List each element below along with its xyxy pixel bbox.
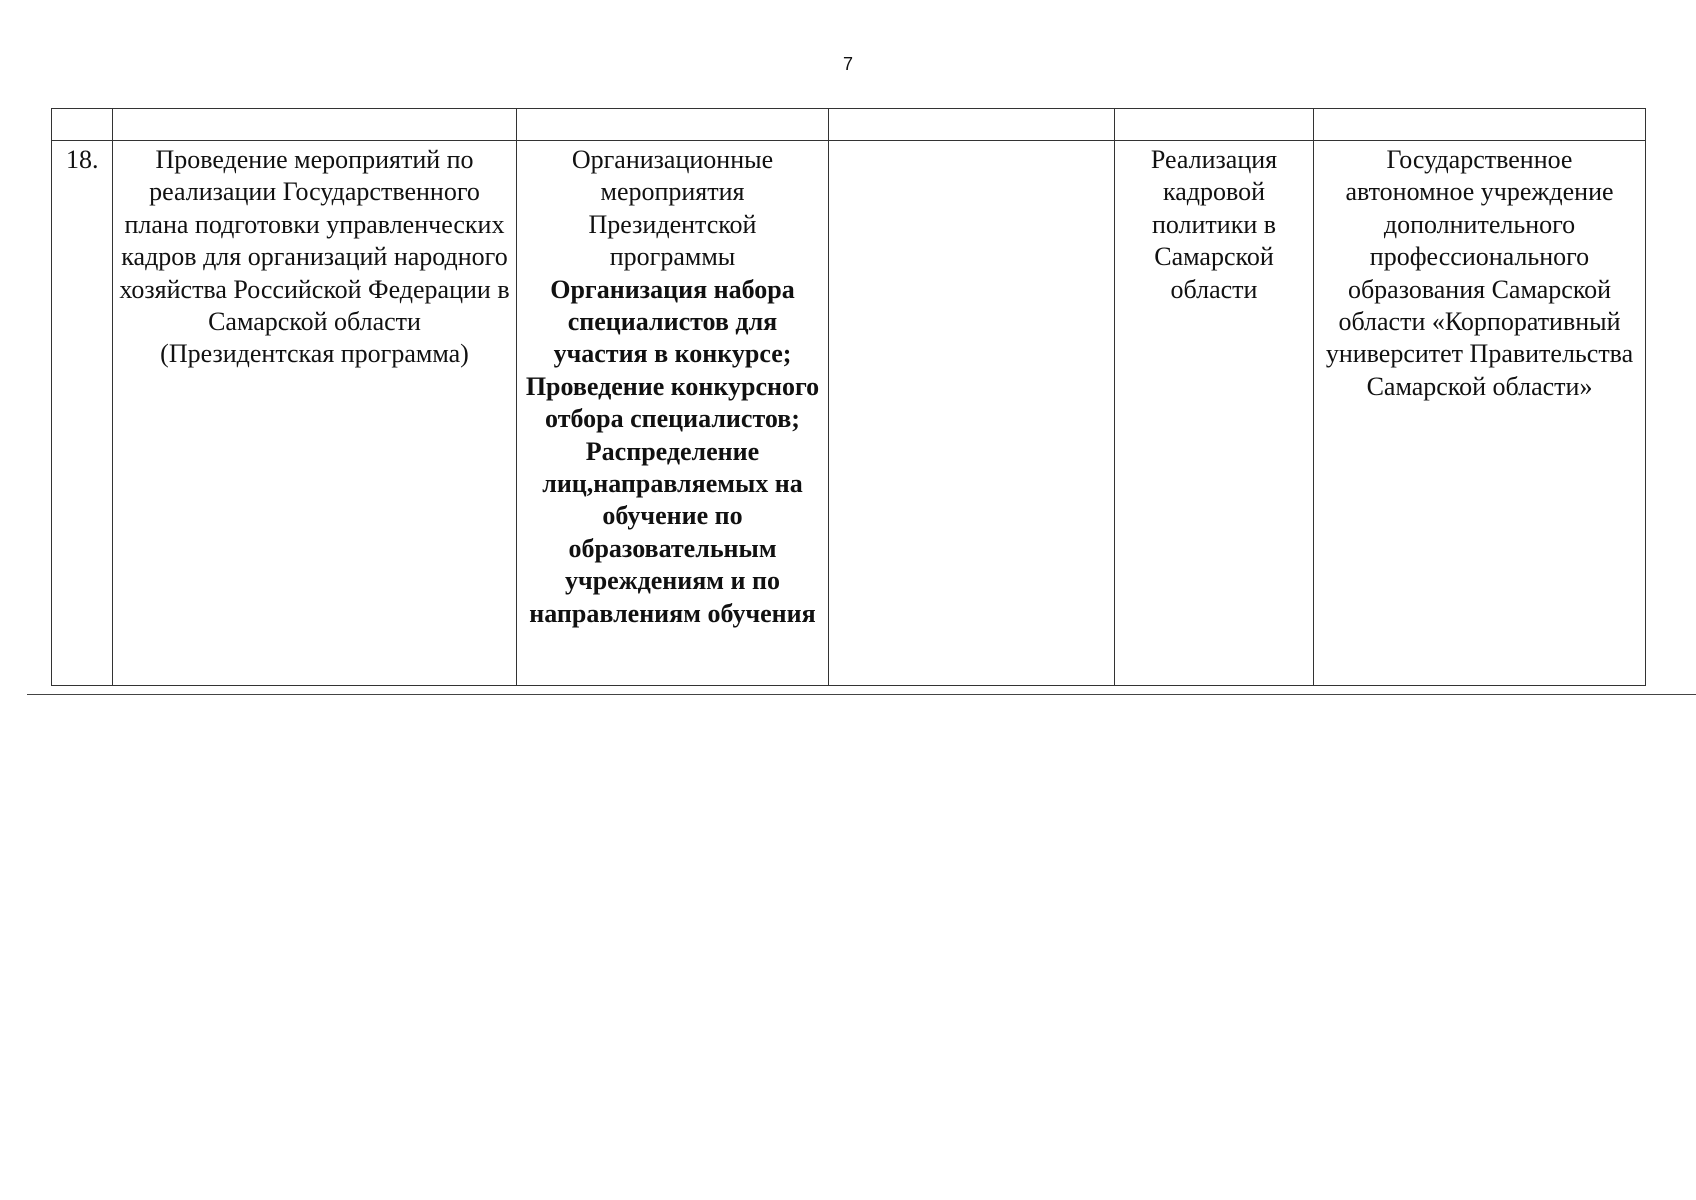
executor-cell <box>1314 141 1646 686</box>
plan-table <box>51 108 1646 686</box>
header-cell <box>829 109 1115 141</box>
event-cell <box>113 141 517 686</box>
empty-text <box>829 141 1114 144</box>
executor-text: Государственное автономное учреждение дополнительного профессионального образования Самарской области «Корпоративный университет Правительства Самарской области» <box>1325 145 1634 401</box>
row-number-cell <box>52 141 113 686</box>
goal-cell <box>1115 141 1314 686</box>
table-header-row <box>52 109 1646 141</box>
header-cell <box>1115 109 1314 141</box>
header-cell <box>1314 109 1646 141</box>
header-cell <box>113 109 517 141</box>
measures-cell <box>517 141 829 686</box>
event-text: Проведение мероприятий по реализации Государственного плана подготовки управленческих кадров для организаций народного хозяйства Российской Федерации в Самарской области (Президентская программа) <box>119 145 510 369</box>
page-number: 7 <box>842 54 853 74</box>
measures-details: Организация набора специалистов для участия в конкурсе; Проведение конкурсного отбора специалистов; Распределение лиц,направляемых на обучение по образовательным учреждениям и по направлениям обучения <box>525 274 820 628</box>
header-cell <box>517 109 829 141</box>
bottom-rule <box>27 694 1696 695</box>
empty-cell <box>829 141 1115 686</box>
measures-intro: Организационные мероприятия Президентской программы <box>571 145 774 272</box>
goal-text: Реализация кадровой политики в Самарской области <box>1150 145 1278 304</box>
row-number: 18. <box>66 145 99 174</box>
header-cell <box>52 109 113 141</box>
table-row <box>52 141 1646 686</box>
